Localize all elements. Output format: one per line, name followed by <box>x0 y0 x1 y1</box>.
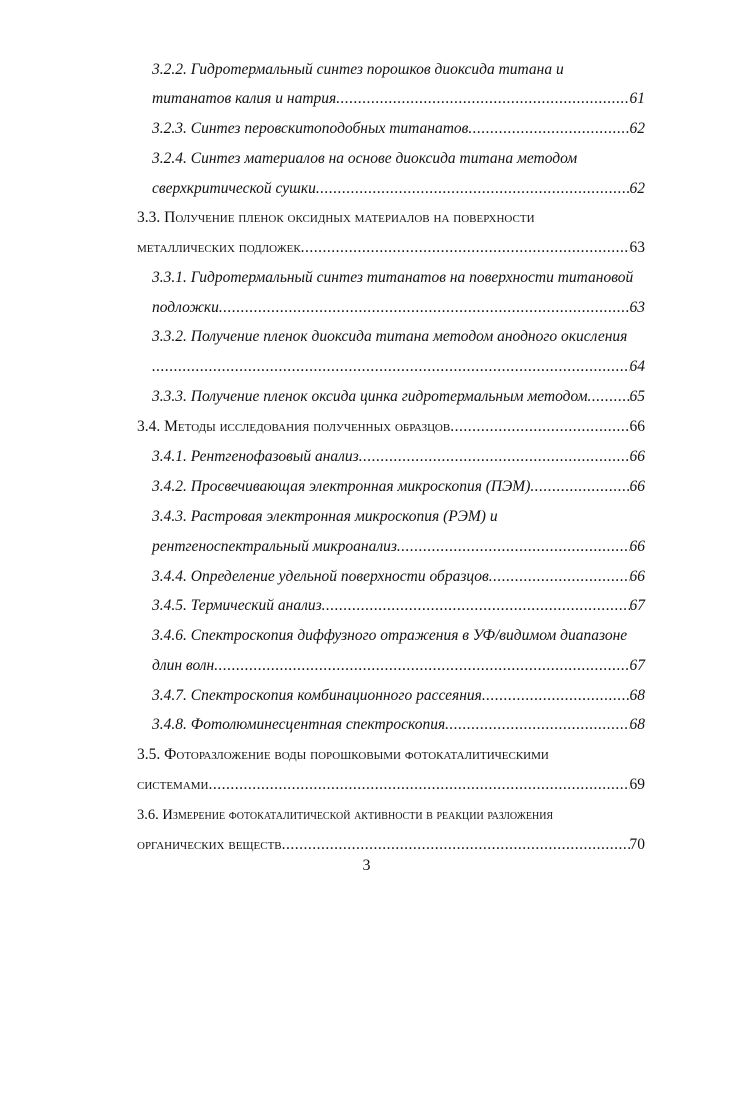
toc-entry-text: 3.3.3. Получение пленок оксида цинка гидротермальным методом <box>152 388 588 405</box>
toc-entry-3-2-2-line1: 3.2.2. Гидротермальный синтез порошков диоксида титана и <box>152 61 564 78</box>
toc-entry-3-6 <box>137 834 645 856</box>
toc-page-number: 68 <box>629 716 645 733</box>
toc-entry-text: 3.4.8. Фотолюминесцентная спектроскопия <box>152 716 446 733</box>
toc-entry-3-6-line1 <box>137 804 553 826</box>
toc-page-number: 69 <box>629 776 645 793</box>
toc-entry-3-2-4-line1: 3.2.4. Синтез материалов на основе диоксида титана методом <box>152 150 578 167</box>
toc-page-number: 66 <box>629 538 645 555</box>
leader-dots <box>336 88 629 110</box>
toc-entry-text: Получение пленок оксидных материалов на поверхности <box>164 209 535 226</box>
toc-page-number: 70 <box>629 836 645 853</box>
toc-page-number: 68 <box>629 687 645 704</box>
toc-entry-text: системами <box>137 776 209 793</box>
toc-entry-3-4 <box>137 416 645 438</box>
toc-entry-text: 3.4.2. Просвечивающая электронная микроскопия (ПЭМ) <box>152 478 531 495</box>
toc-page-number: 67 <box>629 657 645 674</box>
leader-dots <box>489 566 630 588</box>
toc-entry-3-3-2-line1: 3.3.2. Получение пленок диоксида титана методом анодного окисления <box>152 328 628 345</box>
toc-entry-text: титанатов калия и натрия <box>152 90 337 107</box>
toc-entry-3-4-6-line1: 3.4.6. Спектроскопия диффузного отражения в УФ/видимом диапазоне <box>152 627 628 644</box>
toc-entry-3-5-line1 <box>137 744 549 766</box>
leader-dots <box>152 356 630 378</box>
toc-entry-3-4-8 <box>152 714 645 736</box>
leader-dots <box>282 834 630 856</box>
leader-dots <box>316 178 630 200</box>
leader-dots <box>468 118 629 140</box>
toc-entry-3-4-3-line1: 3.4.3. Растровая электронная микроскопия (РЭМ) и <box>152 508 498 525</box>
toc-entry-text: 3.4.5. Термический анализ <box>152 597 322 614</box>
toc-entry-text: органических веществ <box>137 836 282 853</box>
toc-entry-3-4-7 <box>152 685 645 707</box>
toc-entry-3-4-2 <box>152 476 645 498</box>
toc-entry-number: 3.5. <box>137 746 165 763</box>
toc-entry-3-4-6 <box>152 655 645 677</box>
leader-dots <box>359 446 630 468</box>
toc-entry-text: Методы исследования полученных образцов <box>164 418 451 435</box>
toc-entry-number: 3.3. <box>137 209 165 226</box>
leader-dots <box>214 655 629 677</box>
toc-entry-text: 3.4.1. Рентгенофазовый анализ <box>152 448 359 465</box>
toc-entry-3-3 <box>137 237 645 259</box>
toc-entry-text: длин волн <box>152 657 215 674</box>
leader-dots <box>301 237 630 259</box>
toc-entry-number: 3.4. <box>137 418 165 435</box>
toc-entry-number: 3.6. <box>137 807 163 823</box>
toc-page-number: 66 <box>629 418 645 435</box>
toc-entry-3-4-4 <box>152 566 645 588</box>
toc-page-number: 62 <box>629 180 645 197</box>
leader-dots <box>450 416 629 438</box>
leader-dots <box>482 685 630 707</box>
toc-entry-3-2-3 <box>152 118 645 140</box>
toc-entry-3-3-3 <box>152 386 645 408</box>
leader-dots <box>588 386 630 408</box>
leader-dots <box>445 714 629 736</box>
toc-entry-text: сверхкритической сушки <box>152 180 316 197</box>
leader-dots <box>530 476 629 498</box>
toc-entry-3-3-1 <box>152 297 645 319</box>
toc-entry-3-2-2 <box>152 88 645 110</box>
toc-entry-3-3-2 <box>152 356 645 378</box>
toc-entry-text: рентгеноспектральный микроанализ <box>152 538 397 555</box>
leader-dots <box>209 774 630 796</box>
toc-entry-3-4-1 <box>152 446 645 468</box>
toc-page-number: 63 <box>629 239 645 256</box>
toc-page-number: 61 <box>629 90 645 107</box>
toc-page-number: 63 <box>629 299 645 316</box>
toc-entry-text: подложки <box>152 299 219 316</box>
toc-entry-text: 3.2.3. Синтез перовскитоподобных титанатов <box>152 120 469 137</box>
leader-dots <box>219 297 630 319</box>
toc-page-number: 66 <box>629 478 645 495</box>
toc-page-number: 64 <box>629 358 645 375</box>
toc-page-number: 66 <box>629 568 645 585</box>
toc-entry-text: металлических подложек <box>137 239 301 256</box>
toc-page-number: 67 <box>629 597 645 614</box>
toc-entry-text: 3.4.7. Спектроскопия комбинационного рассеяния <box>152 687 482 704</box>
toc-entry-3-5 <box>137 774 645 796</box>
toc-entry-text: Измерение фотокаталитической активности в реакции разложения <box>162 807 554 823</box>
toc-entry-3-4-3 <box>152 536 645 558</box>
toc-page-number: 62 <box>629 120 645 137</box>
toc-entry-3-3-1-line1: 3.3.1. Гидротермальный синтез титанатов на поверхности титановой <box>152 269 634 286</box>
toc-entry-text: 3.4.4. Определение удельной поверхности образцов <box>152 568 489 585</box>
toc-entry-3-3-line1 <box>137 207 535 229</box>
leader-dots <box>397 536 630 558</box>
toc-entry-3-4-5 <box>152 595 645 617</box>
toc-entry-3-2-4 <box>152 178 645 200</box>
toc-page-number: 66 <box>629 448 645 465</box>
toc-entry-text: Фоторазложение воды порошковыми фотокаталитическими <box>164 746 549 763</box>
leader-dots <box>322 595 630 617</box>
page-number: 3 <box>362 857 371 874</box>
toc-page-number: 65 <box>629 388 645 405</box>
